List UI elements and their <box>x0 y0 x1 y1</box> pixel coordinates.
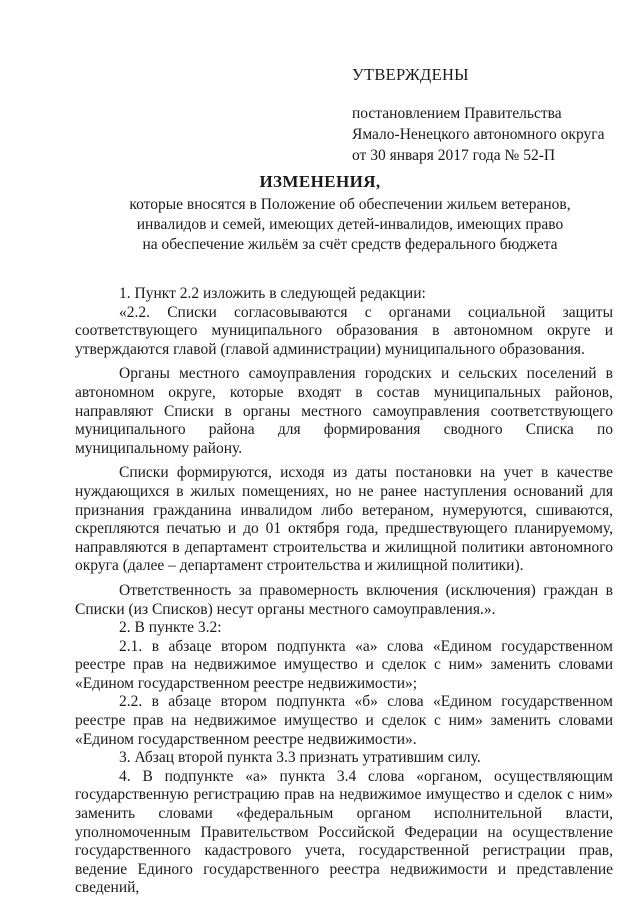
paragraph-item-2-2: 2.2. в абзаце втором подпункта «б» слова «Едином государственном реестре прав на недвижимое имущество и сделок с ним» заменить словами «Едином государственном реестре недвижимости». <box>75 693 613 748</box>
paragraph-responsibility: Ответственность за правомерность включения (исключения) граждан в Списки (из Списков) несут органы местного самоуправления.». <box>75 581 613 618</box>
approval-block <box>352 64 622 166</box>
subtitle-line: которые вносятся в Положение об обеспечении жильем ветеранов, <box>129 196 571 213</box>
paragraph-lists-formation: Списки формируются, исходя из даты постановки на учет в качестве нуждающихся в жилых помещениях, но не ранее наступления оснований для признания гражданина инвалидом либо ветераном, нумеруются, сшиваются, скрепляются печатью и до 01 октября года, предшествующего планируемому, направляются в департамент строительства и жилищной политики автономного округа (далее – департамент строительства и жилищной политики). <box>75 464 613 575</box>
paragraph-local-authorities: Органы местного самоуправления городских и сельских поселений в автономном округе, которые входят в состав муниципальных районов, направляют Списки в органы местного самоуправления соответствующего муниципального района для формирования сводного Списка по муниципальному району. <box>75 365 613 457</box>
subtitle-line: инвалидов и семей, имеющих детей-инвалидов, имеющих право <box>136 216 564 233</box>
subtitle-line: на обеспечение жильём за счёт средств федерального бюджета <box>142 236 558 253</box>
paragraph-item-2: 2. В пункте 3.2: <box>119 619 222 637</box>
approval-line: Ямало-Ненецкого автономного округа <box>352 126 605 143</box>
approval-heading: УТВЕРЖДЕНЫ <box>352 65 469 84</box>
paragraph-item-2-1: 2.1. в абзаце втором подпункта «а» слова «Едином государственном реестре прав на недвижимое имущество и сделок с ним» заменить словами «Едином государственном реестре недвижимости»; <box>75 637 613 692</box>
paragraph-item-1: 1. Пункт 2.2 изложить в следующей редакции: <box>119 285 426 302</box>
paragraph-list-2-2: «2.2. Списки согласовываются с органами социальной защиты соответствующего муниципального образования в автономном округе и утверждаются главой (главой администрации) муниципального образования. <box>75 303 613 358</box>
document-body <box>75 285 613 898</box>
paragraph-item-3: 3. Абзац второй пункта 3.3 признать утратившим силу. <box>119 749 481 767</box>
document-title: ИЗМЕНЕНИЯ, <box>259 172 381 191</box>
approval-line: постановлением Правительства <box>352 105 562 122</box>
approval-line: от 30 января 2017 года № 52-П <box>352 147 556 164</box>
document-subtitle <box>120 195 580 255</box>
paragraph-item-4: 4. В подпункте «а» пункта 3.4 слова «органом, осуществляющим государственную регистрацию прав на недвижимое имущество и сделок с ним» заменить словами «федеральным органом исполнительной власти, уполномоченным Правительством Российской Федерации на осуществление государственного кадастрового учета, государственной регистрации прав, ведение Единого государственного реестра недвижимости и представление сведений, <box>75 767 613 897</box>
